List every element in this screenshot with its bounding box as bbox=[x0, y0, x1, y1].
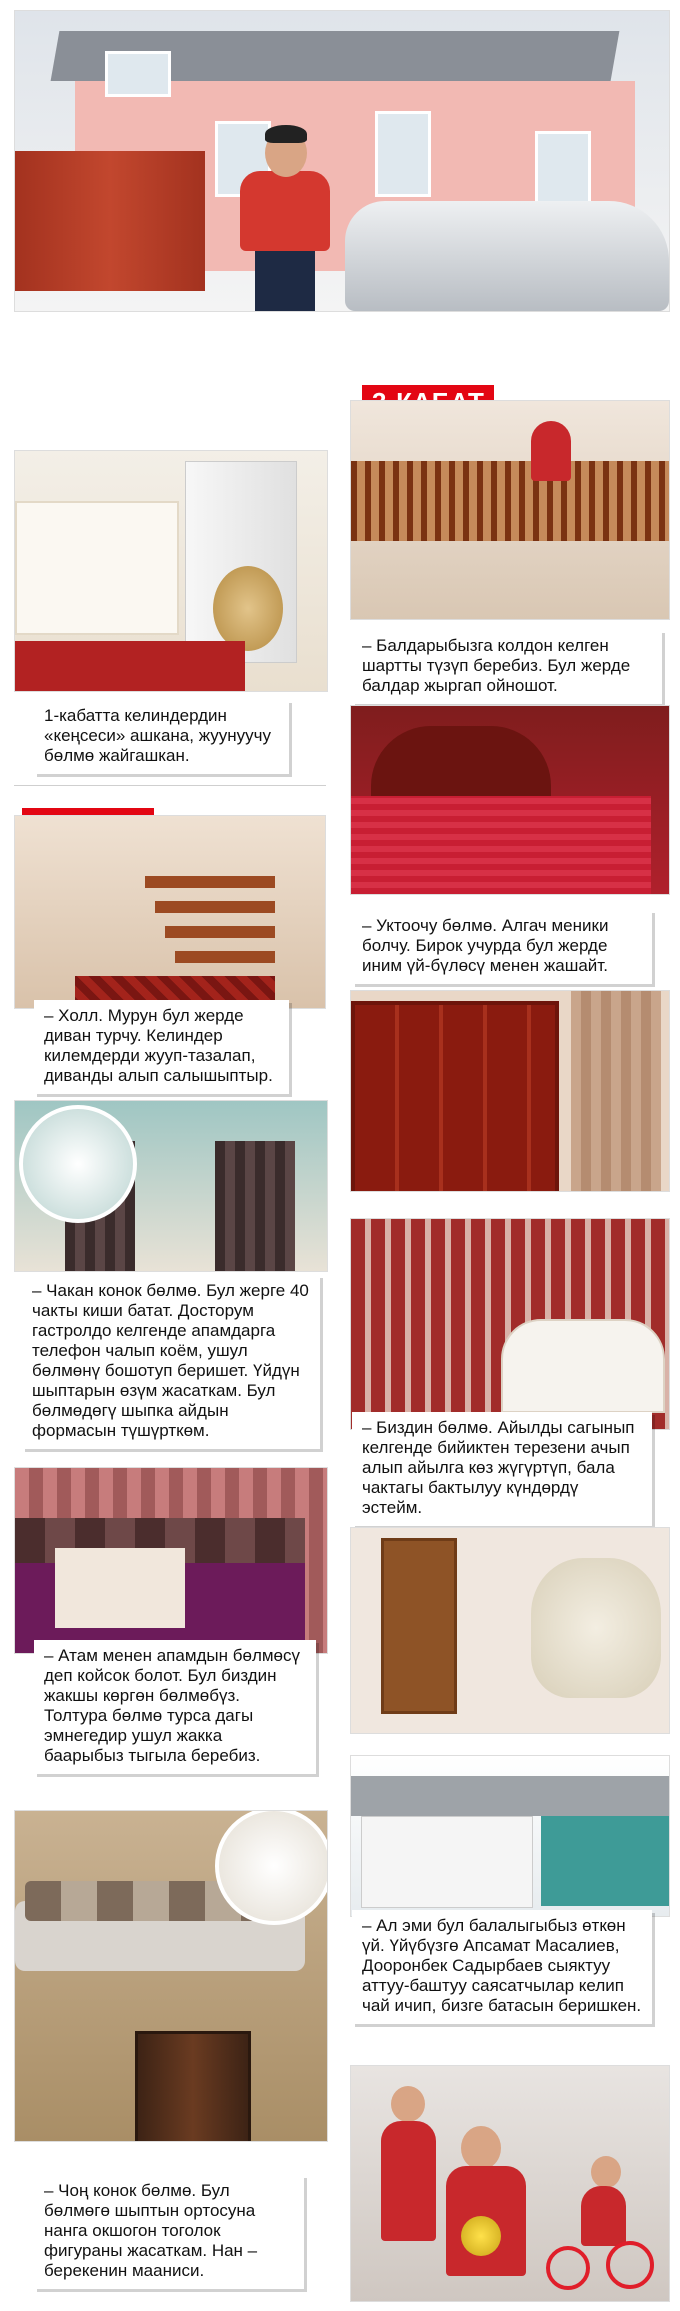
door-room-photo bbox=[350, 1527, 670, 1734]
caption-parents-room: – Атам менен апамдын бөлмөсү деп койсок болот. Бул биздин жакшы көргөн бөлмөбүз. Толтура бөлмө турса дагы эмнегедир ушул жакка баарыбыз тыгыла беребиз. bbox=[34, 1640, 316, 1774]
boy-on-bike bbox=[581, 2186, 626, 2246]
soccer-ball bbox=[461, 2216, 501, 2256]
caption-our-room: – Биздин бөлмө. Айылды сагынып келгенде бийиктен терезени ачып алып айылга көз жүгүртүп, бала чактагы бактылуу күндөрдү эстейм. bbox=[352, 1412, 652, 1526]
balcony-railing bbox=[351, 461, 669, 541]
man-on-balcony bbox=[531, 421, 571, 481]
wardrobe-photo bbox=[350, 990, 670, 1192]
hall-photo bbox=[14, 815, 326, 1009]
small-guest-room-photo bbox=[14, 1100, 328, 1272]
person-head bbox=[461, 2126, 501, 2170]
bicycle-wheel bbox=[606, 2241, 654, 2289]
bicycle-wheel bbox=[546, 2246, 590, 2290]
caption-balcony: – Балдарыбызга колдон келген шартты түзүп беребиз. Бул жерде балдар жыргап ойношот. bbox=[352, 630, 662, 704]
stair-step bbox=[145, 876, 275, 888]
column-divider bbox=[14, 785, 326, 786]
wooden-cabinet bbox=[135, 2031, 251, 2142]
kitchen-counter bbox=[15, 641, 245, 691]
man-hair bbox=[265, 125, 307, 143]
wardrobe bbox=[351, 1001, 559, 1192]
bed-headboard bbox=[371, 726, 551, 806]
house-window bbox=[375, 111, 431, 197]
curtain bbox=[571, 991, 661, 1191]
stair-step bbox=[165, 926, 275, 938]
house-exterior-photo bbox=[14, 10, 670, 312]
white-bed bbox=[501, 1319, 665, 1413]
old-house-wall bbox=[361, 1816, 533, 1908]
our-room-photo bbox=[350, 1218, 670, 1430]
person-head bbox=[591, 2156, 621, 2188]
house-window bbox=[105, 51, 171, 97]
grandmother bbox=[381, 2121, 436, 2241]
door bbox=[381, 1538, 457, 1714]
kitchen-photo bbox=[14, 450, 328, 692]
old-house-photo bbox=[350, 1755, 670, 1917]
bedroom-photo bbox=[350, 705, 670, 895]
decorative-tray bbox=[213, 566, 283, 651]
caption-bedroom: – Уктоочу бөлмө. Алгач меники болчу. Бирок учурда бул жерде иним үй-бүлөсү менен жашайт. bbox=[352, 910, 652, 984]
kitchen-shelf bbox=[15, 501, 179, 635]
family-photo bbox=[350, 2065, 670, 2302]
ceiling-bread-detail bbox=[215, 1810, 328, 1925]
bed-cover bbox=[351, 796, 651, 894]
big-guest-room-photo bbox=[14, 1810, 328, 2142]
man-legs bbox=[255, 241, 315, 311]
stair-step bbox=[175, 951, 275, 963]
ceiling-moon-detail bbox=[19, 1105, 137, 1223]
caption-kitchen: 1-кабатта келиндердин «кеңсеси» ашкана, жуунуучу бөлмө жайгашкан. bbox=[34, 700, 289, 774]
caption-big-guest-room: – Чоң конок бөлмө. Бул бөлмөгө шыптын ортосуна нанга окшогон тоголок фигураны жасаткам. Нан – берекенин мааниси. bbox=[34, 2175, 304, 2289]
parents-room-photo bbox=[14, 1467, 328, 1654]
person-head bbox=[391, 2086, 425, 2122]
car bbox=[345, 201, 669, 311]
old-house-teal-wall bbox=[541, 1816, 669, 1906]
caption-old-house: – Ал эми бул балалыгыбыз өткөн үй. Үйүбүзгө Апсамат Масалиев, Дооронбек Садырбаев сыяктуу аттуу-баштуу саясатчылар келип чай ичип, бизге батасын беришкен. bbox=[352, 1910, 652, 2024]
stair-step bbox=[155, 901, 275, 913]
balcony-photo bbox=[350, 400, 670, 620]
gate bbox=[15, 151, 205, 291]
caption-hall: – Холл. Мурун бул жерде диван турчу. Келиндер килемдерди жууп-тазалап, диванды алып салышыптыр. bbox=[34, 1000, 289, 1094]
caption-small-guest-room: – Чакан конок бөлмө. Бул жерге 40 чакты киши батат. Досторум гастролдо келгенде апамдарга телефон чалып коём, ушул бөлмөнү бошотуп беришет. Үйдүн шыптарын өзүм жасаткам. Бул бөлмөдөгү шыпка айдын формасын түшүрткөм. bbox=[22, 1275, 320, 1449]
old-house-roof bbox=[351, 1776, 669, 1816]
stuffed-toys bbox=[531, 1558, 661, 1698]
dastarkhan-table bbox=[55, 1548, 185, 1628]
curtain bbox=[215, 1141, 295, 1271]
man-torso bbox=[240, 171, 330, 251]
